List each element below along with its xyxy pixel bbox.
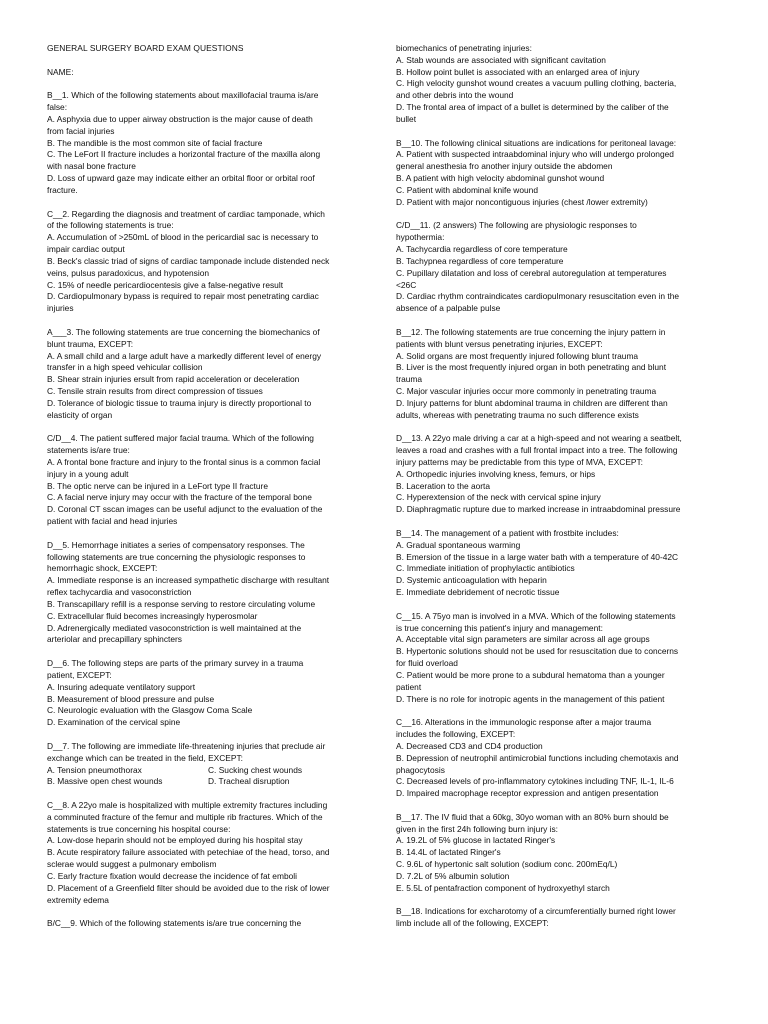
answer-option-text: D. Diaphragmatic rupture due to marked increase in intraabdominal pressure	[396, 504, 681, 515]
answer-option	[47, 835, 377, 847]
answer-option-text: D. The frontal area of impact of a bullet is determined by the caliber of the	[396, 102, 669, 113]
answer-option	[396, 871, 726, 883]
spacer	[396, 895, 726, 907]
answer-option	[47, 717, 377, 729]
answer-option	[396, 694, 726, 706]
answer-option-text: A. Gradual spontaneous warming	[396, 539, 521, 550]
answer-option	[396, 552, 726, 564]
answer-option-text: transfer in a high speed vehicular collision	[47, 362, 203, 373]
answer-option	[396, 386, 726, 398]
spacer	[396, 315, 726, 327]
left-column	[47, 43, 377, 930]
answer-option-text: trauma	[396, 374, 423, 385]
answer-option	[47, 481, 377, 493]
question-stem: statements is/are true:	[47, 445, 130, 456]
answer-option	[47, 611, 377, 623]
answer-option	[396, 67, 726, 79]
answer-option-text: veins, pulsus paradoxicus, and hypotension	[47, 267, 210, 278]
question-stem: is true concerning this patient's injury and management:	[396, 622, 603, 633]
answer-option: C. Sucking chest wounds	[208, 764, 303, 775]
answer-option-text: B. Emersion of the tissue in a large water bath with a temperature of 40-42C	[396, 551, 679, 562]
answer-option	[47, 386, 377, 398]
answer-option	[47, 280, 377, 292]
question-stem: B__1. Which of the following statements about maxillofacial trauma is/are	[47, 90, 319, 101]
answer-option	[396, 173, 726, 185]
answer-option-text: C. Patient with abdominal knife wound	[396, 184, 538, 195]
question-stem: B__18. Indications for excharotomy of a circumferentially burned right lower	[396, 906, 676, 917]
question-list-left	[47, 90, 377, 930]
answer-option	[47, 599, 377, 611]
spacer	[47, 729, 377, 741]
answer-option-text: B. Hypertonic solutions should not be used for resuscitation due to concerns	[396, 646, 679, 657]
answer-option	[396, 634, 726, 646]
answer-option-text: A. Orthopedic injuries involving kness, femurs, or hips	[396, 468, 596, 479]
answer-option	[47, 694, 377, 706]
answer-option	[47, 457, 377, 481]
answer-option	[396, 481, 726, 493]
question-stem: B__14. The management of a patient with frostbite includes:	[396, 527, 619, 538]
answer-option-text: impair cardiac output	[47, 244, 125, 255]
spacer	[396, 516, 726, 528]
answer-option	[47, 351, 377, 375]
answer-option-text: B. The mandible is the most common site of facial fracture	[47, 137, 263, 148]
answer-option	[396, 256, 726, 268]
question-stem: hypothermia:	[396, 232, 445, 243]
answer-option-text: sclerae would suggest a pulmonary embolism	[47, 859, 217, 870]
answer-option-text: A. Immediate response is an increased sympathetic discharge with resultant	[47, 575, 330, 586]
question	[396, 906, 726, 930]
answer-option-text: A. Acceptable vital sign parameters are similar across all age groups	[396, 634, 650, 645]
question	[47, 800, 377, 906]
question	[396, 433, 726, 516]
answer-option	[396, 646, 726, 670]
answer-option-text: C. 9.6L of hypertonic salt solution (sodium conc. 200mEq/L)	[396, 859, 618, 870]
answer-option-text: D. Cardiopulmonary bypass is required to repair most penetrating cardiac	[47, 291, 319, 302]
spacer	[396, 800, 726, 812]
question-stem: C/D__11. (2 answers) The following are physiologic responses to	[396, 220, 637, 231]
answer-option	[396, 102, 726, 126]
answer-option-text: D. Coronal CT sscan images can be useful adjunct to the evaluation of the	[47, 504, 323, 515]
answer-option-text: A. Decreased CD3 and CD4 production	[396, 740, 543, 751]
answer-option-text: B. Shear strain injuries ersult from rapid acceleration or deceleration	[47, 374, 300, 385]
answer-option-text: reflex tachycardia and vasoconstriction	[47, 587, 192, 598]
answer-option	[396, 268, 726, 292]
answer-option	[47, 847, 377, 871]
question-stem: D__13. A 22yo male driving a car at a high-speed and not wearing a seatbelt,	[396, 433, 682, 444]
answer-option	[47, 682, 377, 694]
question	[396, 220, 726, 315]
answer-option-text: from facial injuries	[47, 125, 115, 136]
spacer	[396, 422, 726, 434]
answer-option	[396, 741, 726, 753]
answer-option-text: C. Early fracture fixation would decrease the incidence of fat emboli	[47, 870, 297, 881]
question	[396, 43, 726, 126]
answer-option	[396, 587, 726, 599]
question-stem: hemorrhagic shock, EXCEPT:	[47, 563, 158, 574]
answer-option-text: D. Cardiac rhythm contraindicates cardiopulmonary resuscitation even in the	[396, 291, 680, 302]
answer-option	[396, 788, 726, 800]
answer-option	[396, 540, 726, 552]
spacer	[396, 209, 726, 221]
question	[396, 717, 726, 800]
answer-option	[47, 374, 377, 386]
answer-option-text: E. 5.5L of pentafraction component of hydroxyethyl starch	[396, 882, 610, 893]
answer-option-text: A. Insuring adequate ventilatory support	[47, 681, 196, 692]
question	[396, 528, 726, 599]
question-stem: D__7. The following are immediate life-threatening injuries that preclude air	[47, 740, 326, 751]
answer-option-text: C. Pupillary dilatation and loss of cerebral autoregulation at temperatures	[396, 267, 667, 278]
answer-option	[47, 398, 377, 422]
spacer	[47, 422, 377, 434]
answer-option-text: D. Placement of a Greenfield filter should be avoided due to the risk of lower	[47, 882, 330, 893]
question	[396, 812, 726, 895]
answer-option: B. Massive open chest wounds	[47, 776, 163, 787]
question-stem: given in the first 24h following burn injury is:	[396, 823, 558, 834]
answer-option	[396, 563, 726, 575]
answer-option	[396, 504, 726, 516]
question-stem: leaves a road and crashes with a full frontal impact into a tree. The following	[396, 445, 678, 456]
answer-option-text: injuries	[47, 303, 74, 314]
question-stem: B/C__9. Which of the following statements is/are true concerning the	[47, 918, 302, 929]
question-stem: limb include all of the following, EXCEPT:	[396, 918, 549, 929]
answer-option	[47, 114, 377, 138]
question-stem: D__5. Hemorrhage initiates a series of compensatory responses. The	[47, 539, 305, 550]
answer-option-text: B. Beck's classic triad of signs of cardiac tamponade include distended neck	[47, 255, 330, 266]
answer-option: D. Tracheal disruption	[208, 776, 290, 787]
question	[396, 327, 726, 422]
answer-option	[47, 504, 377, 528]
answer-option	[396, 244, 726, 256]
question-stem: of the following statements is true:	[47, 220, 174, 231]
answer-option-text: B. Measurement of blood pressure and pulse	[47, 693, 215, 704]
question-stem: B__10. The following clinical situations are indications for peritoneal lavage:	[396, 137, 677, 148]
answer-option-text: A. Stab wounds are associated with significant cavitation	[396, 54, 606, 65]
answer-option-text: B. Tachypnea regardless of core temperature	[396, 255, 564, 266]
answer-option	[396, 149, 726, 173]
answer-option	[396, 575, 726, 587]
question-stem: biomechanics of penetrating injuries:	[396, 43, 532, 53]
answer-option-text: with nasal bone fracture	[47, 161, 136, 172]
answer-option-text: B. A patient with high velocity abdominal gunshot wound	[396, 173, 605, 184]
answer-option	[396, 469, 726, 481]
answer-option	[396, 197, 726, 209]
question-stem: B__12. The following statements are true concerning the injury pattern in	[396, 326, 666, 337]
answer-option-text: B. Depression of neutrophil antimicrobial functions including chemotaxis and	[396, 752, 679, 763]
question-stem: statements is true concerning his hospital course:	[47, 823, 231, 834]
answer-option-text: arteriolar and precapillary sphincters	[47, 634, 182, 645]
answer-option	[396, 362, 726, 386]
answer-option-text: A. Accumulation of >250mL of blood in the pericardial sac is necessary to	[47, 232, 319, 243]
answer-option	[47, 291, 377, 315]
answer-option-text: for fluid overload	[396, 658, 458, 669]
spacer	[47, 55, 377, 67]
right-column	[396, 43, 726, 930]
answer-option-text: D. Impaired macrophage receptor expression and antigen presentation	[396, 788, 659, 799]
answer-option-text: phagocytosis	[396, 764, 445, 775]
question-list-right	[396, 43, 726, 930]
spacer	[396, 126, 726, 138]
answer-option-text: D. Loss of upward gaze may indicate either an orbital floor or orbital roof	[47, 173, 315, 184]
question-stem: D__6. The following steps are parts of the primary survey in a trauma	[47, 658, 304, 669]
answer-option-grid	[47, 765, 377, 789]
question	[47, 209, 377, 315]
answer-option-text: A. Tachycardia regardless of core temperature	[396, 244, 568, 255]
answer-option-text: C. Major vascular injuries occur more commonly in penetrating trauma	[396, 386, 657, 397]
answer-option-text: C. A facial nerve injury may occur with the fracture of the temporal bone	[47, 492, 312, 503]
answer-option-text: C. 15% of needle pericardiocentesis give a false-negative result	[47, 279, 284, 290]
answer-option-text: A. Asphyxia due to upper airway obstruction is the major cause of death	[47, 113, 313, 124]
answer-option-text: adults, whereas with penetrating trauma no such difference exists	[396, 409, 639, 420]
spacer	[396, 599, 726, 611]
answer-option	[47, 256, 377, 280]
answer-option-text: B. Acute respiratory failure associated with petechiae of the head, torso, and	[47, 847, 330, 858]
spacer	[47, 528, 377, 540]
answer-option	[396, 351, 726, 363]
answer-option-text: C. Decreased levels of pro-inflammatory cytokines including TNF, IL-1, IL-6	[396, 776, 674, 787]
answer-option-text: absence of a palpable pulse	[396, 303, 501, 314]
answer-option-text: D. Patient with major noncontiguous injuries (chest /lower extremity)	[396, 196, 648, 207]
answer-option-text: E. Immediate debridement of necrotic tissue	[396, 587, 560, 598]
spacer	[396, 705, 726, 717]
answer-option-text: D. Injury patterns for blunt abdominal trauma in children are different than	[396, 397, 668, 408]
answer-option-text: patient	[396, 681, 422, 692]
answer-option-text: elasticity of organ	[47, 409, 113, 420]
answer-option	[396, 398, 726, 422]
answer-option-text: D. Adrenergically mediated vasoconstriction is well maintained at the	[47, 622, 302, 633]
question	[47, 918, 377, 930]
question	[47, 433, 377, 528]
spacer	[47, 78, 377, 90]
answer-option-text: D. Systemic anticoagulation with heparin	[396, 575, 547, 586]
answer-option-text: C. High velocity gunshot wound creates a vacuum pulling clothing, bacteria,	[396, 78, 677, 89]
answer-option-text: B. Hollow point bullet is associated with an enlarged area of injury	[396, 66, 640, 77]
answer-option	[396, 492, 726, 504]
answer-option	[396, 670, 726, 694]
name-label: NAME:	[47, 66, 74, 77]
answer-option-text: patient with facial and head injuries	[47, 516, 178, 527]
spacer	[47, 197, 377, 209]
answer-option	[396, 753, 726, 777]
spacer	[47, 906, 377, 918]
question-stem: B__17. The IV fluid that a 60kg, 30yo woman with an 80% burn should be	[396, 811, 669, 822]
question-stem: exchange which can be treated in the field, EXCEPT:	[47, 752, 243, 763]
answer-option-text: extremity edema	[47, 894, 109, 905]
question	[47, 741, 377, 788]
question-stem: blunt trauma, EXCEPT:	[47, 338, 134, 349]
question-stem: a comminuted fracture of the femur and multiple rib fractures. Which of the	[47, 811, 323, 822]
question-stem: patients with blunt versus penetrating injuries, EXCEPT:	[396, 338, 603, 349]
answer-option	[47, 623, 377, 647]
answer-option	[396, 776, 726, 788]
answer-option-text: A. A frontal bone fracture and injury to the frontal sinus is a common facial	[47, 456, 321, 467]
answer-option	[47, 883, 377, 907]
answer-option-text: A. Patient with suspected intraabdominal injury who will undergo prolonged	[396, 149, 674, 160]
answer-option-text: D. There is no role for inotropic agents in the management of this patient	[396, 693, 665, 704]
answer-option-text: C. Immediate initiation of prophylactic antibiotics	[396, 563, 575, 574]
question-stem: C__15. A 75yo man is involved in a MVA. Which of the following statements	[396, 610, 676, 621]
answer-option-text: D. 7.2L of 5% albumin solution	[396, 870, 510, 881]
answer-option-text: B. The optic nerve can be injured in a LeFort type II fracture	[47, 480, 268, 491]
answer-option-text: B. 14.4L of lactated Ringer's	[396, 847, 501, 858]
answer-option	[396, 835, 726, 847]
answer-option-text: general anesthesia fro another injury outside the abdomen	[396, 161, 613, 172]
question-stem: following statements are true concerning the physiologic responses to	[47, 551, 306, 562]
spacer	[47, 646, 377, 658]
question-stem: false:	[47, 102, 68, 113]
answer-option-text: A. A small child and a large adult have a markedly different level of energy	[47, 350, 322, 361]
answer-option-text: A. Solid organs are most frequently injured following blunt trauma	[396, 350, 639, 361]
answer-option	[396, 78, 726, 102]
question-stem: C__16. Alterations in the immunologic response after a major trauma	[396, 717, 652, 728]
answer-option-text: C. Extracellular fluid becomes increasingly hyperosmolar	[47, 610, 258, 621]
question	[396, 138, 726, 209]
answer-option-text: <26C	[396, 279, 417, 290]
answer-option	[47, 492, 377, 504]
answer-option	[47, 575, 377, 599]
question-stem: injury patterns may be predictable from this type of MVA, EXCEPT:	[396, 456, 644, 467]
answer-option-text: C. Patient would be more prone to a subdural hematoma than a younger	[396, 669, 665, 680]
answer-option	[396, 883, 726, 895]
answer-option-text: and other debris into the wound	[396, 90, 514, 101]
question	[47, 658, 377, 729]
answer-option	[47, 173, 377, 197]
answer-option-text: fracture.	[47, 184, 78, 195]
answer-option-text: bullet	[396, 113, 417, 124]
answer-option	[396, 859, 726, 871]
question-stem: C__2. Regarding the diagnosis and treatment of cardiac tamponade, which	[47, 208, 325, 219]
spacer	[47, 315, 377, 327]
answer-option	[396, 185, 726, 197]
answer-option	[396, 55, 726, 67]
answer-option-text: B. Liver is the most frequently injured organ in both penetrating and blunt	[396, 362, 667, 373]
answer-option-text: B. Laceration to the aorta	[396, 480, 491, 491]
question-stem: patient, EXCEPT:	[47, 669, 112, 680]
answer-option	[47, 232, 377, 256]
question	[396, 611, 726, 706]
question-stem: A___3. The following statements are true concerning the biomechanics of	[47, 326, 320, 337]
question-stem: C/D__4. The patient suffered major facial trauma. Which of the following	[47, 433, 314, 444]
answer-option	[47, 149, 377, 173]
answer-option-text: A. 19.2L of 5% glucose in lactated Ringer's	[396, 835, 556, 846]
answer-option-text: A. Low-dose heparin should not be employed during his hospital stay	[47, 835, 303, 846]
answer-option-text: B. Transcapillary refill is a response serving to restore circulating volume	[47, 598, 316, 609]
answer-option-text: C. The LeFort II fracture includes a horizontal fracture of the maxilla along	[47, 149, 321, 160]
answer-option-text: D. Examination of the cervical spine	[47, 717, 181, 728]
answer-option-text: injury in a young adult	[47, 468, 129, 479]
answer-option	[47, 138, 377, 150]
spacer	[47, 788, 377, 800]
answer-option	[396, 291, 726, 315]
answer-option-text: C. Tensile strain results from direct compression of tissues	[47, 386, 263, 397]
question	[47, 327, 377, 422]
question	[47, 90, 377, 196]
answer-option	[47, 705, 377, 717]
question-stem: C__8. A 22yo male is hospitalized with multiple extremity fractures including	[47, 800, 328, 810]
answer-option-text: C. Neurologic evaluation with the Glasgow Coma Scale	[47, 705, 253, 716]
question	[47, 540, 377, 646]
answer-option	[396, 847, 726, 859]
answer-option-text: C. Hyperextension of the neck with cervical spine injury	[396, 492, 601, 503]
answer-option: A. Tension pneumothorax	[47, 764, 142, 775]
document-title: GENERAL SURGERY BOARD EXAM QUESTIONS	[47, 43, 244, 53]
answer-option	[47, 871, 377, 883]
question-stem: includes the following, EXCEPT:	[396, 729, 516, 740]
answer-option-text: D. Tolerance of biologic tissue to trauma injury is directly proportional to	[47, 397, 312, 408]
